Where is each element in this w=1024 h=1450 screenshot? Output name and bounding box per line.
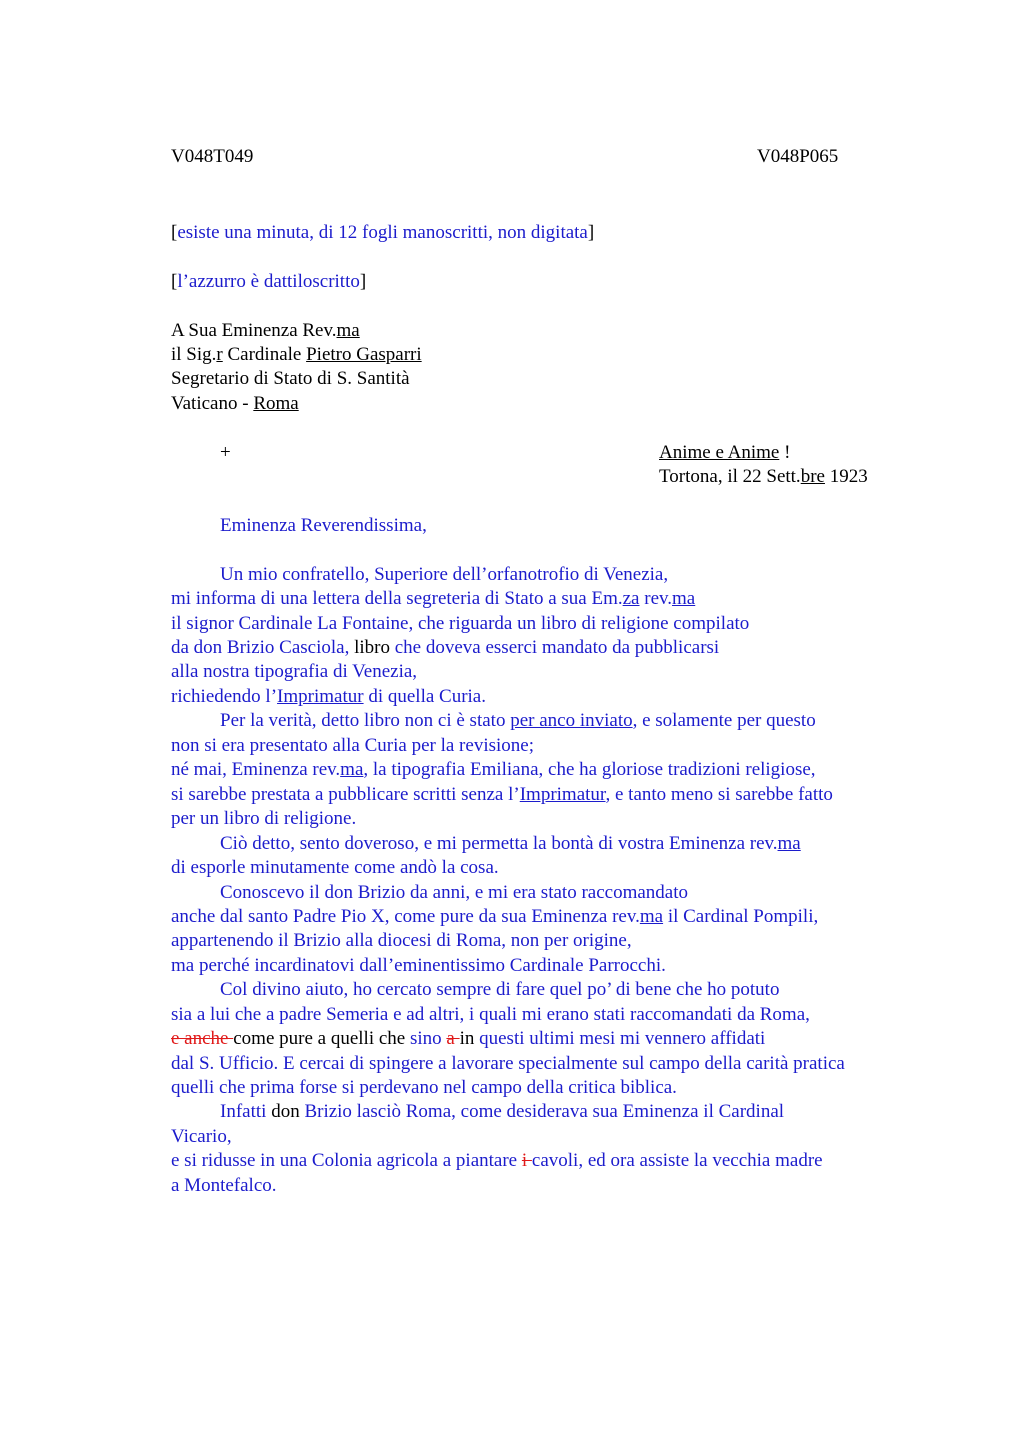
- address-text: Cardinale: [222, 344, 307, 365]
- body-line: Col divino aiuto, ho cercato sempre di fare quel po’ di bene che ho potuto: [220, 979, 780, 1000]
- body-line: mi informa di una lettera della segreteria di Stato a sua Em.za rev.ma: [171, 588, 696, 609]
- body-line: di esporle minutamente come andò la cosa.: [171, 857, 499, 878]
- body-line: dal S. Ufficio. E cercai di spingere a lavorare specialmente sul campo della carità pratica: [171, 1053, 845, 1074]
- archive-code-left: V048T049: [171, 146, 254, 167]
- body-line: anche dal santo Padre Pio X, come pure da sua Eminenza rev.ma il Cardinal Pompili,: [171, 906, 819, 927]
- body-line: sia a lui che a padre Semeria e ad altri, i quali mi erano stati raccomandati da Roma,: [171, 1004, 810, 1025]
- body-line: e anche come pure a quelli che sino a in questi ultimi mesi mi vennero affidati: [171, 1028, 766, 1049]
- note-azzurro: [l’azzurro è dattiloscritto]: [171, 271, 367, 292]
- body-line: Conoscevo il don Brizio da anni, e mi era stato raccomandato: [220, 882, 688, 903]
- body-line: Infatti don Brizio lasciò Roma, come desiderava sua Eminenza il Cardinal: [220, 1101, 785, 1122]
- deleted-text: i: [521, 1150, 532, 1171]
- address-abbrev: ma: [336, 320, 360, 341]
- note-azzurro-text: l’azzurro è dattiloscritto: [177, 271, 360, 292]
- address-text: Vaticano -: [171, 393, 254, 414]
- body-line: Vicario,: [171, 1126, 232, 1147]
- body-line: richiedendo l’Imprimatur di quella Curia.: [171, 686, 486, 707]
- cross-mark: +: [220, 442, 231, 463]
- note-minuta: [esiste una minuta, di 12 fogli manoscritti, non digitata]: [171, 222, 595, 243]
- body-line: Per la verità, detto libro non ci è stato per anco inviato, e solamente per questo: [220, 710, 816, 731]
- body-line: Un mio confratello, Superiore dell’orfanotrofio di Venezia,: [220, 564, 669, 585]
- note-minuta-text: esiste una minuta, di 12 fogli manoscritti, non digitata: [177, 222, 588, 243]
- deleted-text: a: [446, 1028, 460, 1049]
- dateline-abbrev: bre: [800, 466, 825, 487]
- body-line: ma perché incardinatovi dall’eminentissimo Cardinale Parrocchi.: [171, 955, 666, 976]
- motto: [659, 441, 790, 465]
- address-line-3: Segretario di Stato di S. Santità: [171, 368, 410, 389]
- deleted-text: e anche: [171, 1028, 234, 1049]
- body-line: non si era presentato alla Curia per la revisione;: [171, 735, 534, 756]
- address-text: il Sig.: [171, 344, 217, 365]
- dateline: [659, 465, 868, 489]
- address-text: A Sua Eminenza Rev.: [171, 320, 337, 341]
- body-line: a Montefalco.: [171, 1175, 277, 1196]
- body-line: quelli che prima forse si perdevano nel campo della critica biblica.: [171, 1077, 677, 1098]
- address-line-4: [171, 392, 299, 416]
- salutation: Eminenza Reverendissima,: [220, 515, 427, 536]
- motto-text: Anime e Anime: [659, 442, 780, 463]
- body-line: né mai, Eminenza rev.ma, la tipografia Emiliana, che ha gloriose tradizioni religiose,: [171, 759, 816, 780]
- body-line: si sarebbe prestata a pubblicare scritti senza l’Imprimatur, e tanto meno si sarebbe fatto: [171, 784, 833, 805]
- body-line: appartenendo il Brizio alla diocesi di Roma, non per origine,: [171, 930, 632, 951]
- body-line: e si ridusse in una Colonia agricola a piantare i cavoli, ed ora assiste la vecchia madre: [171, 1150, 823, 1171]
- body-line: per un libro di religione.: [171, 808, 357, 829]
- body-line: Ciò detto, sento doveroso, e mi permetta la bontà di vostra Eminenza rev.ma: [220, 833, 801, 854]
- body-line: da don Brizio Casciola, libro che doveva esserci mandato da pubblicarsi: [171, 637, 720, 658]
- motto-exclamation: !: [779, 442, 791, 463]
- recipient-name: Pietro Gasparri: [306, 344, 422, 365]
- body-line: il signor Cardinale La Fontaine, che riguarda un libro di religione compilato: [171, 613, 750, 634]
- body-line: alla nostra tipografia di Venezia,: [171, 661, 418, 682]
- address-city: Roma: [253, 393, 299, 414]
- address-abbrev: r: [216, 344, 223, 365]
- archive-code-right: V048P065: [757, 146, 839, 167]
- address-line-2: [171, 343, 422, 367]
- dateline-text: Tortona, il 22 Sett.: [659, 466, 801, 487]
- address-line-1: [171, 319, 360, 343]
- dateline-year: 1923: [824, 466, 868, 487]
